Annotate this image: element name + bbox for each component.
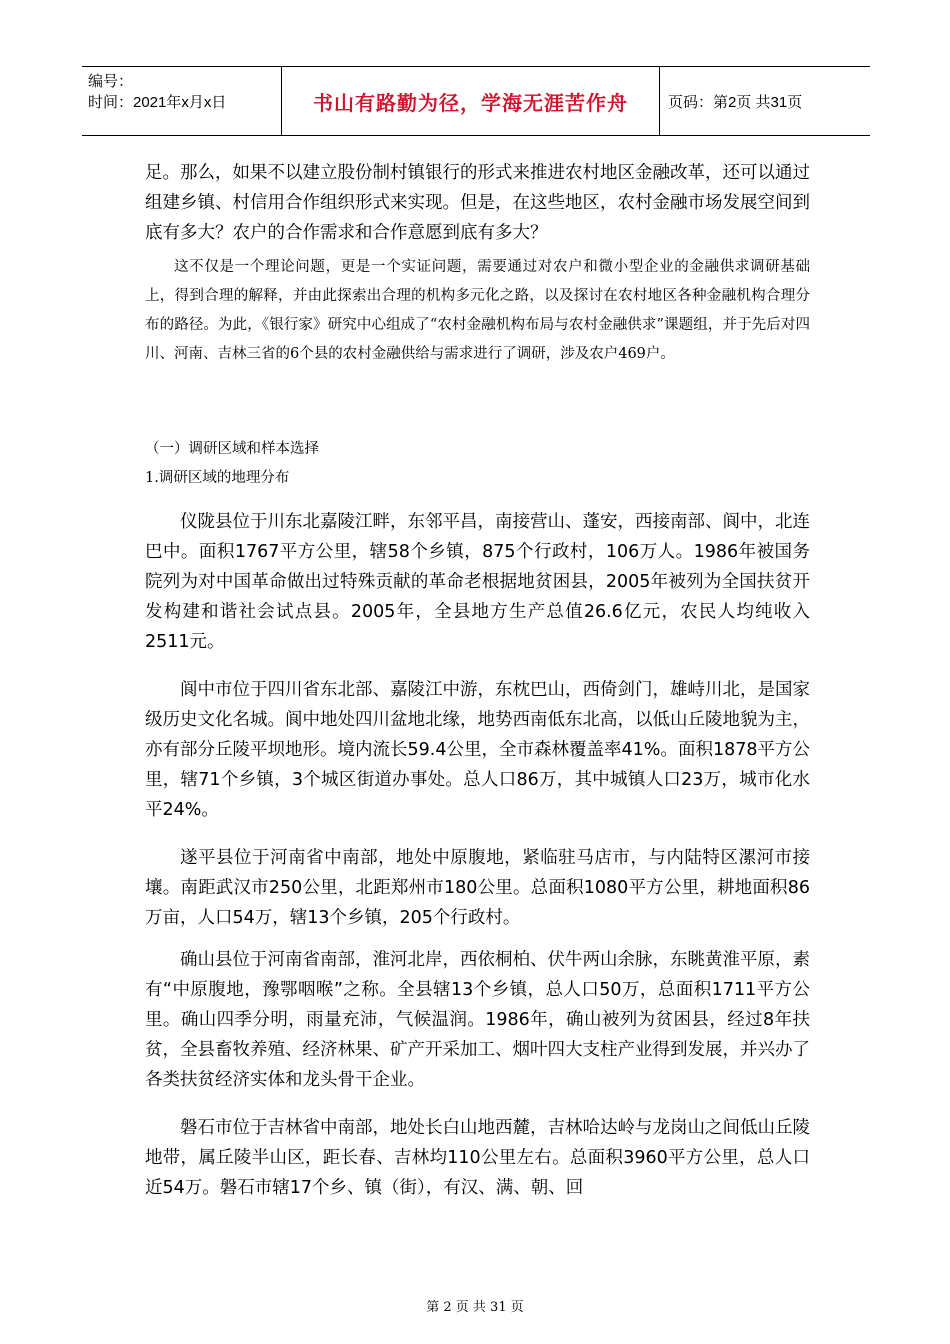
paragraph-continued: 足。那么，如果不以建立股份制村镇银行的形式来推进农村地区金融改革，还可以通过组建乡镇、村信用合作组织形式来实现。但是，在这些地区，农村金融市场发展空间到底有多大？农户的合作需求和合作意愿到底有多大？ (145, 163, 810, 243)
body-text-block-6 (145, 945, 810, 1095)
paragraph-langzhong: 阆中市位于四川省东北部、嘉陵江中游，东枕巴山，西倚剑门，雄峙川北，是国家级历史文化名城。阆中地处四川盆地北缘，地势西南低东北高，以低山丘陵地貌为主，亦有部分丘陵平坝地形。境内流长59.4公里，全市森林覆盖率41%。面积1878平方公里，辖71个乡镇，3个城区街道办事处。总人口86万，其中城镇人口23万，城市化水平24%。 (145, 680, 810, 820)
paragraph-research-intro: 这不仅是一个理论问题，更是一个实证问题，需要通过对农户和微小型企业的金融供求调研基础上，得到合理的解释，并由此探索出合理的机构多元化之路，以及探讨在农村地区各种金融机构合理分布的路径。为此，《银行家》研究中心组成了“农村金融机构布局与农村金融供求”课题组，并于先后对四川、河南、吉林三省的6个县的农村金融供给与需求进行了调研，涉及农户469户。 (145, 259, 810, 362)
paragraph-panshi: 磐石市位于吉林省中南部，地处长白山地西麓，吉林哈达岭与龙岗山之间低山丘陵地带，属丘陵半山区，距长春、吉林均110公里左右。总面积3960平方公里，总人口近54万。磐石市辖17个乡、镇（街），有汉、满、朝、回 (145, 1118, 810, 1198)
body-text-block-2 (145, 253, 810, 369)
body-text-block-7 (145, 1113, 810, 1203)
paragraph-queshan: 确山县位于河南省南部，淮河北岸，西依桐柏、伏牛两山余脉，东眺黄淮平原，素有“中原腹地，豫鄂咽喉”之称。全县辖13个乡镇，总人口50万，总面积1711平方公里。确山四季分明，雨量充沛，气候温润。1986年，确山被列为贫困县，经过8年扶贫，全县畜牧养殖、经济林果、矿产开采加工、烟叶四大支柱产业得到发展，并兴办了各类扶贫经济实体和龙头骨干企业。 (145, 950, 810, 1090)
paragraph-yilong: 仪陇县位于川东北嘉陵江畔，东邻平昌，南接营山、蓬安，西接南部、阆中，北连巴中。面积1767平方公里，辖58个乡镇，875个行政村，106万人。1986年被国务院列为对中国革命做出过特殊贡献的革命老根据地贫困县，2005年被列为全国扶贫开发构建和谐社会试点县。2005年，全县地方生产总值26.6亿元，农民人均纯收入2511元。 (145, 512, 810, 652)
header-meta (82, 67, 282, 135)
page-footer: 第 2 页 共 31 页 (426, 1300, 524, 1315)
document-date-label: 时间：2021年x月x日 (88, 94, 227, 111)
subsection-heading: 1.调研区域的地理分布 (145, 470, 290, 486)
body-text-block-4 (145, 675, 810, 825)
body-text-block-5 (145, 843, 810, 933)
document-number-label: 编号： (88, 73, 134, 90)
section-heading: （一）调研区域和样本选择 (145, 441, 319, 457)
header-page-number: 页码：第2页 共31页 (668, 93, 803, 111)
paragraph-suiping: 遂平县位于河南省中南部，地处中原腹地，紧临驻马店市，与内陆特区漯河市接壤。南距武汉市250公里，北距郑州市180公里。总面积1080平方公里，耕地面积86万亩，人口54万，辖13个乡镇，205个行政村。 (145, 848, 810, 928)
body-text-block-3 (145, 507, 810, 657)
header-motto: 书山有路勤为径，学海无涯苦作舟 (282, 67, 660, 135)
section-heading-block (145, 435, 810, 493)
page-header (82, 66, 870, 136)
body-text-block-1 (145, 158, 810, 248)
